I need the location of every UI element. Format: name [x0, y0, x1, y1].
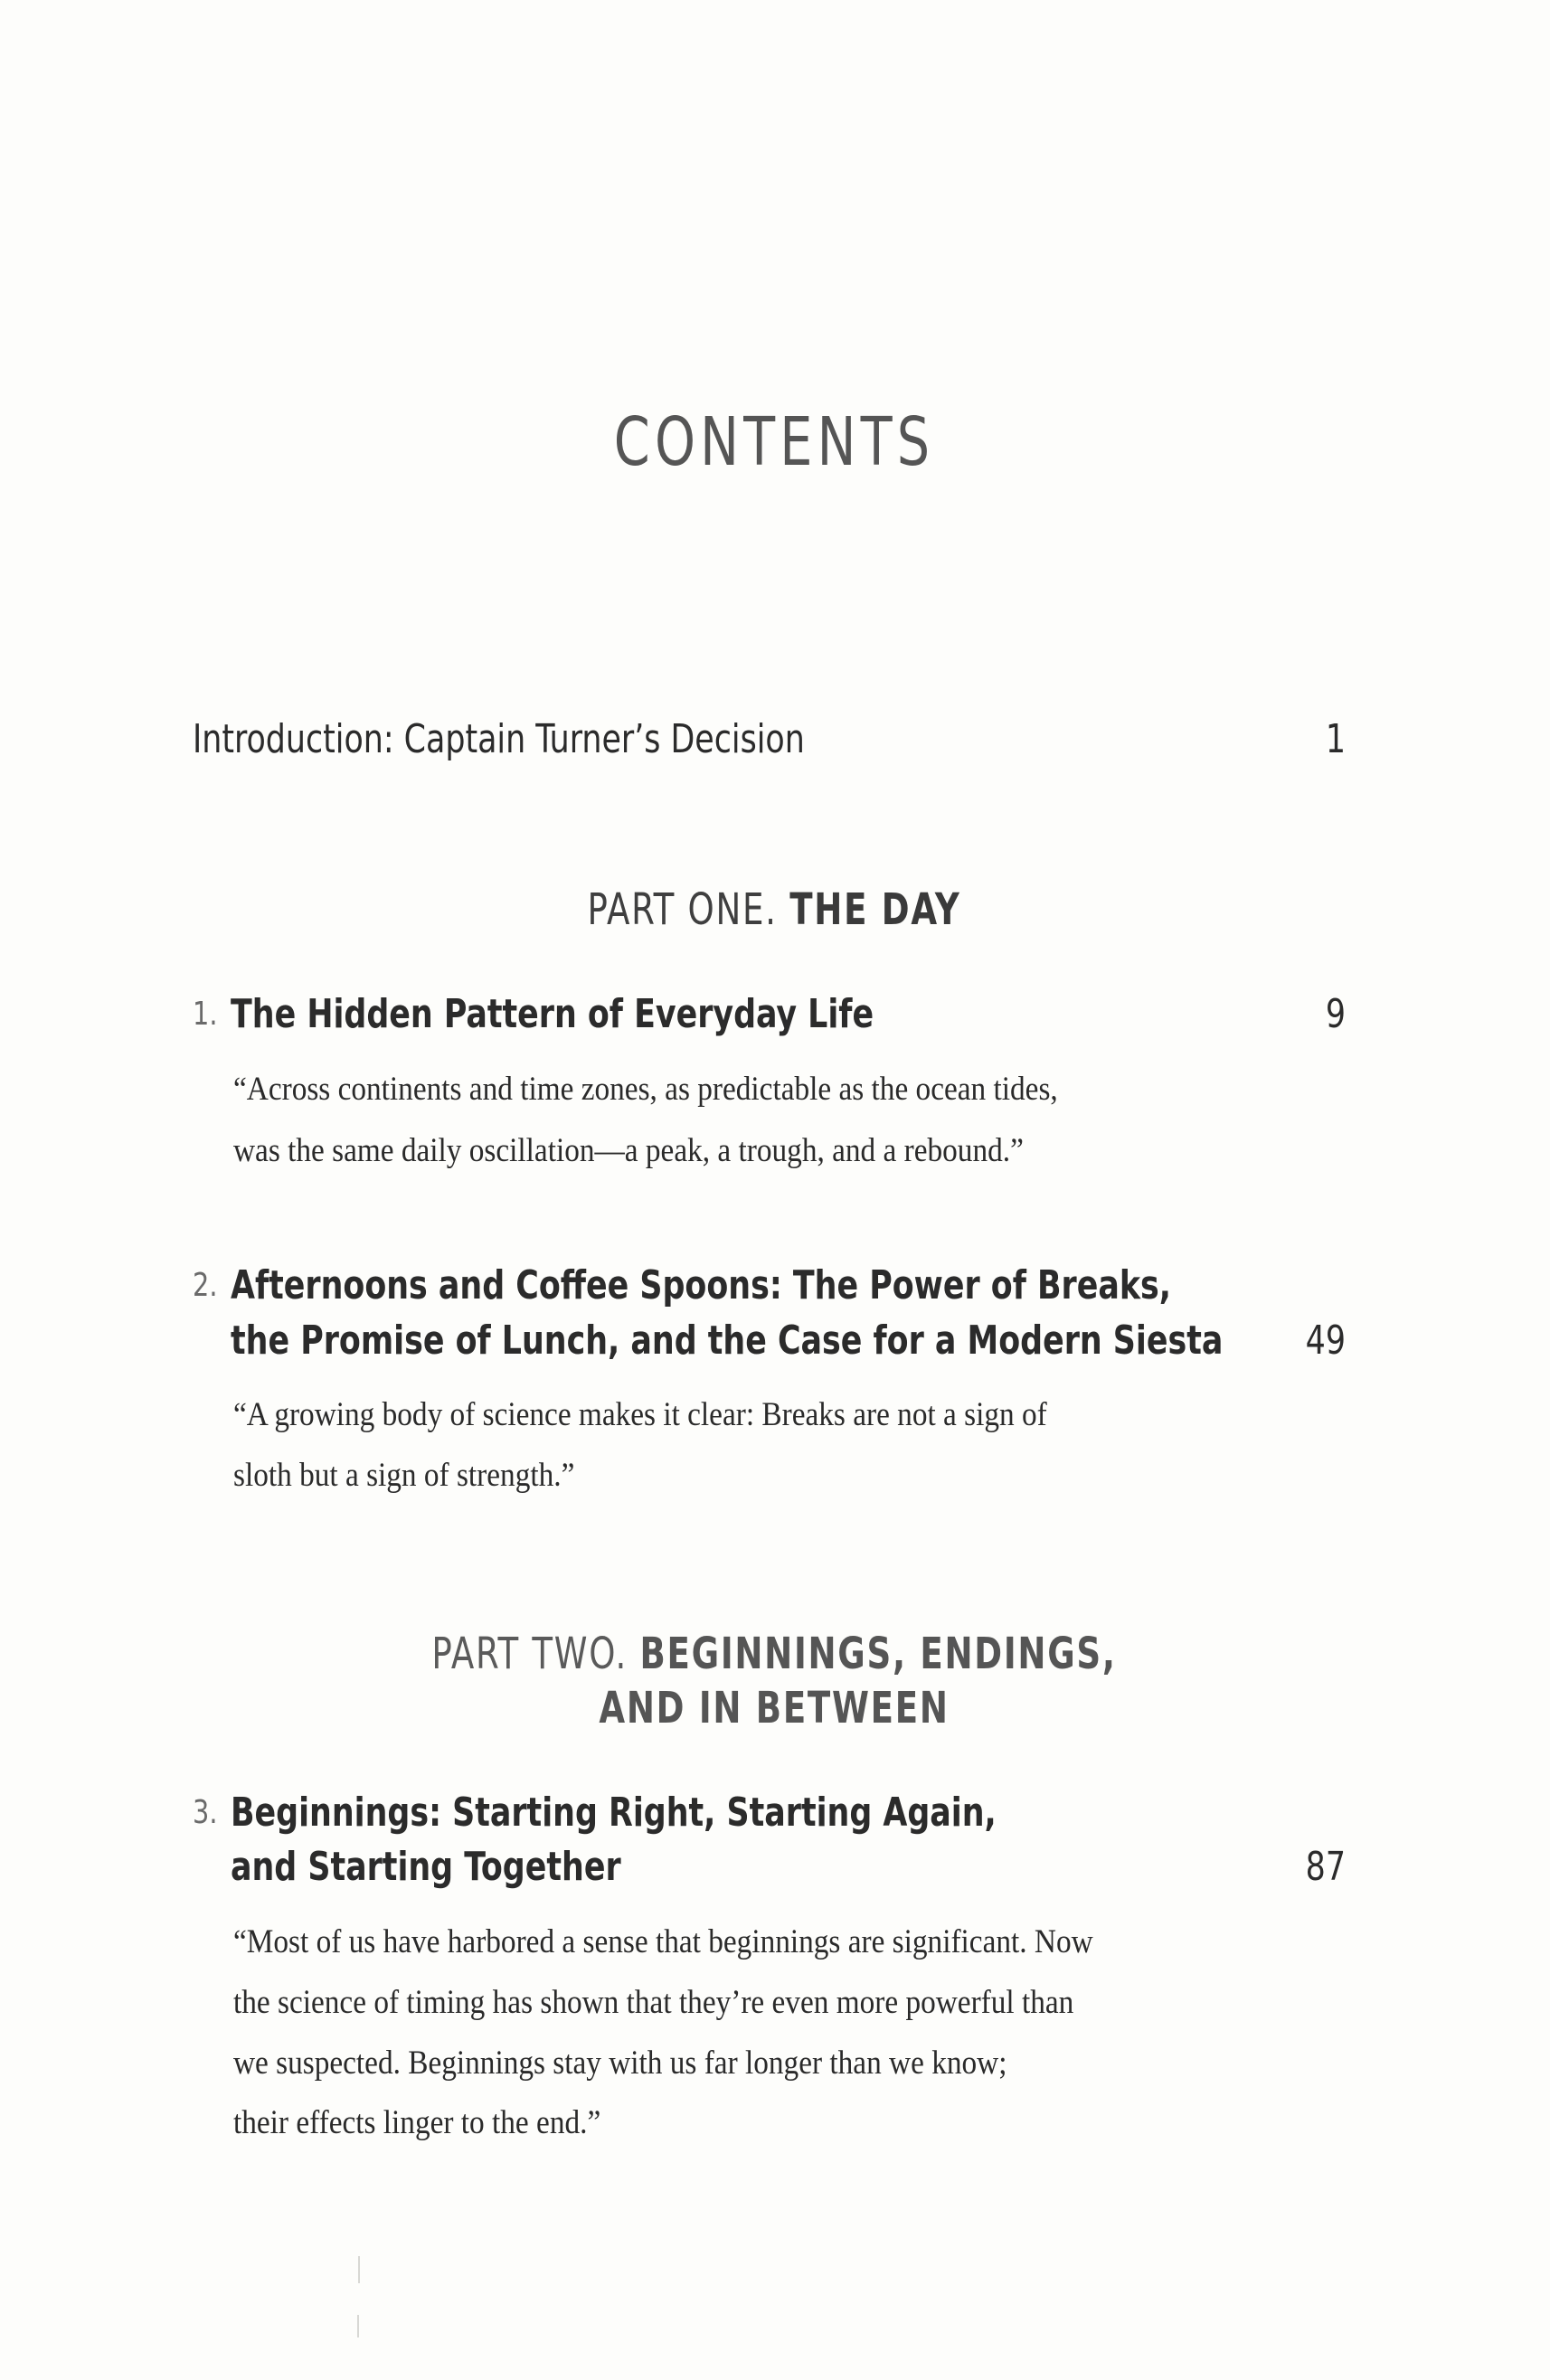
introduction-page-number: 1 [1325, 716, 1346, 762]
part-one-name: THE DAY [789, 884, 961, 935]
chapter-3-page-number: 87 [1305, 1844, 1346, 1890]
chapter-1-quote-line-1: “Across continents and time zones, as predictable as the ocean tides, [233, 1071, 1058, 1108]
chapter-2-title-line-2: the Promise of Lunch, and the Case for a Modern Siesta [231, 1318, 1224, 1364]
toc-entry-introduction[interactable] [193, 716, 805, 762]
part-two-name-line-2: AND IN BETWEEN [599, 1683, 950, 1733]
chapter-3-number: 3. [193, 1794, 218, 1831]
toc-entry-chapter-3-line-2[interactable] [231, 1844, 621, 1890]
chapter-3-quote-line-4: their effects linger to the end.” [233, 2104, 601, 2141]
chapter-1-quote-line-2: was the same daily oscillation—a peak, a trough, and a rebound.” [233, 1132, 1024, 1169]
part-two-header [108, 1629, 1441, 1679]
chapter-3-quote-line-2: the science of timing has shown that they’re even more powerful than [233, 1984, 1074, 2021]
part-two-header-line-2 [108, 1683, 1441, 1733]
part-one-label: PART ONE. [587, 884, 778, 935]
part-one-header [108, 884, 1441, 935]
toc-entry-chapter-2-line-2[interactable] [231, 1318, 1224, 1364]
part-two-label: PART TWO. [431, 1629, 628, 1679]
chapter-2-number: 2. [193, 1267, 218, 1304]
toc-entry-chapter-2-line-1[interactable] [231, 1262, 1171, 1308]
page-title: CONTENTS [613, 403, 935, 481]
part-two-name-line-1: BEGINNINGS, ENDINGS, [639, 1629, 1117, 1679]
toc-entry-chapter-1[interactable] [231, 991, 874, 1037]
chapter-3-title-line-1: Beginnings: Starting Right, Starting Again, [231, 1790, 997, 1836]
chapter-2-quote-line-2: sloth but a sign of strength.” [233, 1457, 575, 1494]
chapter-1-title: The Hidden Pattern of Everyday Life [231, 991, 874, 1037]
scan-artifact [358, 2256, 360, 2283]
chapter-3-quote-line-1: “Most of us have harbored a sense that beginnings are significant. Now [233, 1923, 1093, 1960]
chapter-1-number: 1. [193, 996, 218, 1033]
toc-entry-chapter-3-line-1[interactable] [231, 1790, 997, 1836]
chapter-2-title-line-1: Afternoons and Coffee Spoons: The Power of Breaks, [231, 1262, 1171, 1308]
chapter-3-title-line-2: and Starting Together [231, 1844, 621, 1890]
scan-artifact [357, 2315, 359, 2338]
chapter-1-page-number: 9 [1325, 991, 1346, 1037]
chapter-2-page-number: 49 [1305, 1318, 1346, 1364]
introduction-title: Introduction: Captain Turner’s Decision [193, 716, 805, 762]
chapter-2-quote-line-1: “A growing body of science makes it clear: Breaks are not a sign of [233, 1396, 1047, 1433]
chapter-3-quote-line-3: we suspected. Beginnings stay with us far longer than we know; [233, 2045, 1007, 2082]
